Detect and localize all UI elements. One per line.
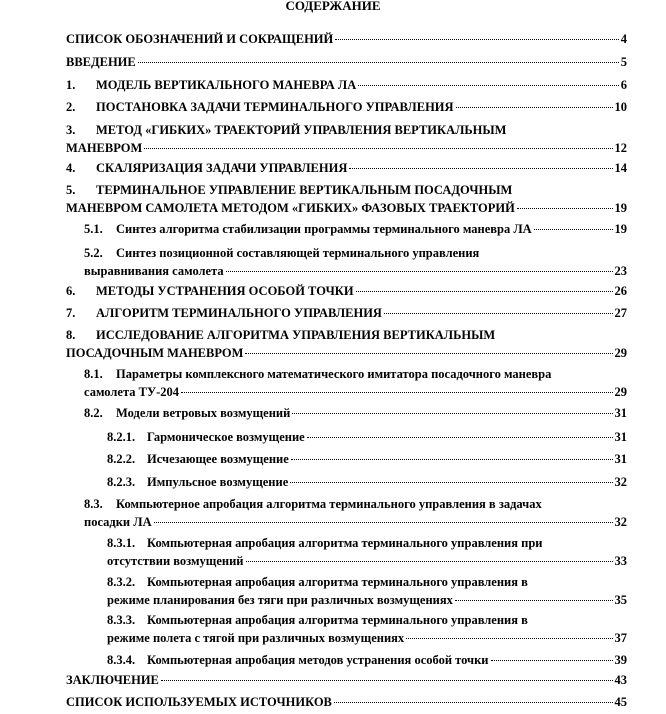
toc-number: 5.2. <box>84 246 103 260</box>
toc-entry-text: АЛГОРИТМ ТЕРМИНАЛЬНОГО УПРАВЛЕНИЯ <box>96 306 382 320</box>
toc-page-number: 31 <box>614 452 627 466</box>
toc-entry-text: МЕТОДЫ УСТРАНЕНИЯ ОСОБОЙ ТОЧКИ <box>96 284 354 298</box>
toc-entry-text-line2: режиме планирования без тяги при различных возмущениях <box>107 592 453 607</box>
dot-leader <box>307 437 613 438</box>
dot-leader <box>292 413 612 414</box>
toc-page-number: 12 <box>614 140 627 155</box>
toc-number: 5.1. <box>84 222 103 236</box>
toc-entry-section-8-3-1[interactable] <box>107 535 627 570</box>
toc-page-number: 5 <box>620 55 627 69</box>
dot-leader <box>154 522 613 523</box>
toc-number: 2. <box>66 100 76 114</box>
toc-number: 8.1. <box>84 367 103 381</box>
toc-entry-introduction[interactable] <box>66 54 627 72</box>
toc-entry-text-line1: Параметры комплексного математического имитатора посадочного маневра <box>116 367 552 381</box>
toc-entry-section-8[interactable] <box>66 327 627 362</box>
dot-leader <box>181 392 612 393</box>
toc-entry-section-4[interactable] <box>66 160 627 178</box>
toc-number: 8.3.4. <box>107 653 136 667</box>
toc-entry-section-8-3-3[interactable] <box>107 612 627 647</box>
toc-number: 8.3.2. <box>107 575 136 589</box>
dot-leader <box>517 208 613 209</box>
toc-entry-text-line1: ИССЛЕДОВАНИЕ АЛГОРИТМА УПРАВЛЕНИЯ ВЕРТИКАЛЬНЫМ <box>96 328 496 342</box>
toc-entry-text-line1: Компьютерная апробация алгоритма терминального управления в <box>147 575 528 589</box>
toc-page-number: 23 <box>614 263 627 278</box>
dot-leader <box>291 459 613 460</box>
dot-leader <box>138 62 619 63</box>
toc-page-number: 10 <box>614 100 627 114</box>
dot-leader <box>384 313 613 314</box>
toc-number: 5. <box>66 183 76 197</box>
dot-leader <box>290 482 612 483</box>
toc-number: 7. <box>66 306 76 320</box>
toc-page-number: 4 <box>620 32 627 46</box>
dot-leader <box>246 561 613 562</box>
toc-entry-text: ПОСТАНОВКА ЗАДАЧИ ТЕРМИНАЛЬНОГО УПРАВЛЕНИЯ <box>96 100 454 114</box>
toc-page-number: 19 <box>614 200 627 215</box>
toc-number: 3. <box>66 123 76 137</box>
toc-entry-text: ВВЕДЕНИЕ <box>66 55 136 69</box>
toc-page-number: 29 <box>614 384 627 399</box>
toc-page-number: 39 <box>614 653 627 667</box>
toc-entry-text-line2: МАНЕВРОМ САМОЛЕТА МЕТОДОМ «ГИБКИХ» ФАЗОВЫХ ТРАЕКТОРИЙ <box>66 200 515 215</box>
toc-entry-text-line2: ПОСАДОЧНЫМ МАНЕВРОМ <box>66 345 244 360</box>
toc-title: СОДЕРЖАНИЕ <box>285 0 381 13</box>
toc-page-number: 45 <box>614 695 627 709</box>
dot-leader <box>356 291 613 292</box>
toc-page-number: 27 <box>614 306 627 320</box>
toc-entry-text: Импульсное возмущение <box>147 475 289 489</box>
toc-entry-section-3[interactable] <box>66 122 627 157</box>
toc-entry-text: Модели ветровых возмущений <box>116 406 291 420</box>
toc-number: 8.2.1. <box>107 430 136 444</box>
toc-entry-text-line2: самолета ТУ-204 <box>84 384 180 399</box>
toc-page-number: 37 <box>614 630 627 645</box>
dot-leader <box>455 600 613 601</box>
toc-page-number: 19 <box>614 222 627 236</box>
toc-entry-text: МОДЕЛЬ ВЕРТИКАЛЬНОГО МАНЕВРА ЛА <box>96 78 357 92</box>
toc-entry-section-8-2-2[interactable] <box>107 451 627 469</box>
toc-entry-sources[interactable] <box>66 694 627 712</box>
dot-leader <box>358 85 618 86</box>
toc-entry-text-line2: МАНЕВРОМ <box>66 140 143 155</box>
toc-number: 8.3.1. <box>107 536 136 550</box>
toc-entry-section-8-3-4[interactable] <box>107 652 627 670</box>
toc-number: 8.2. <box>84 406 103 420</box>
toc-page-number: 26 <box>614 284 627 298</box>
toc-entry-section-8-3-2[interactable] <box>107 574 627 609</box>
toc-page-number: 35 <box>614 592 627 607</box>
dot-leader <box>349 168 612 169</box>
toc-page-number: 14 <box>614 161 627 175</box>
toc-number: 6. <box>66 284 76 298</box>
toc-entry-text-line1: Компьютерная апробация алгоритма терминального управления в <box>147 613 528 627</box>
dot-leader <box>335 39 619 40</box>
toc-number: 8.3.3. <box>107 613 136 627</box>
toc-entry-section-8-2-1[interactable] <box>107 429 627 447</box>
toc-entry-section-7[interactable] <box>66 305 627 323</box>
toc-entry-text: Гармоническое возмущение <box>147 430 305 444</box>
toc-entry-section-1[interactable] <box>66 77 627 95</box>
toc-entry-text: СПИСОК ОБОЗНАЧЕНИЙ И СОКРАЩЕНИЙ <box>66 32 334 46</box>
toc-entry-section-2[interactable] <box>66 99 627 117</box>
toc-entry-text: Синтез алгоритма стабилизации программы терминального маневра ЛА <box>116 222 532 236</box>
toc-entry-text: Компьютерная апробация методов устранения особой точки <box>147 653 489 667</box>
toc-entry-section-5-2[interactable] <box>84 245 627 280</box>
dot-leader <box>161 680 613 681</box>
toc-entry-abbreviations[interactable] <box>66 31 627 49</box>
toc-page-number: 33 <box>614 553 627 568</box>
dot-leader <box>144 148 612 149</box>
toc-entry-section-8-3[interactable] <box>84 496 627 531</box>
dot-leader <box>406 638 612 639</box>
toc-entry-section-8-2-3[interactable] <box>107 474 627 492</box>
toc-number: 8.2.3. <box>107 475 136 489</box>
dot-leader <box>245 353 612 354</box>
toc-entry-text: СПИСОК ИСПОЛЬЗУЕМЫХ ИСТОЧНИКОВ <box>66 695 332 709</box>
toc-page-number: 29 <box>614 345 627 360</box>
toc-entry-conclusion[interactable] <box>66 672 627 690</box>
toc-page-number: 32 <box>614 475 627 489</box>
toc-entry-text-line1: Компьютерное апробация алгоритма терминального управления в задачах <box>116 497 542 511</box>
toc-page-number: 31 <box>614 406 627 420</box>
toc-entry-section-5-1[interactable] <box>84 221 627 239</box>
toc-entry-text: Исчезающее возмущение <box>147 452 289 466</box>
toc-page-number: 6 <box>620 78 627 92</box>
toc-page-number: 43 <box>614 673 627 687</box>
toc-entry-section-8-1[interactable] <box>84 366 627 401</box>
toc-entry-text-line1: Компьютерная апробация алгоритма терминального управления при <box>147 536 543 550</box>
dot-leader <box>226 271 613 272</box>
toc-entry-text-line2: режиме полета с тягой при различных возмущениях <box>107 630 405 645</box>
toc-entry-section-6[interactable] <box>66 283 627 301</box>
toc-entry-text-line1: ТЕРМИНАЛЬНОЕ УПРАВЛЕНИЕ ВЕРТИКАЛЬНЫМ ПОСАДОЧНЫМ <box>96 183 513 197</box>
toc-entry-text-line2: отсутствии возмущений <box>107 553 244 568</box>
toc-entry-text: СКАЛЯРИЗАЦИЯ ЗАДАЧИ УПРАВЛЕНИЯ <box>96 161 348 175</box>
dot-leader <box>334 702 613 703</box>
dot-leader <box>491 660 613 661</box>
toc-number: 1. <box>66 78 76 92</box>
toc-page-number: 31 <box>614 430 627 444</box>
toc-number: 4. <box>66 161 76 175</box>
dot-leader <box>456 107 613 108</box>
toc-entry-section-8-2[interactable] <box>84 405 627 423</box>
toc-number: 8.2.2. <box>107 452 136 466</box>
toc-entry-text-line1: Синтез позиционной составляющей терминального управления <box>116 246 480 260</box>
toc-page-number: 32 <box>614 514 627 529</box>
dot-leader <box>534 229 613 230</box>
toc-entry-text: ЗАКЛЮЧЕНИЕ <box>66 673 159 687</box>
toc-entry-text-line2: выравнивания самолета <box>84 263 224 278</box>
toc-number: 8. <box>66 328 76 342</box>
toc-entry-text-line1: МЕТОД «ГИБКИХ» ТРАЕКТОРИЙ УПРАВЛЕНИЯ ВЕРТИКАЛЬНЫМ <box>96 123 507 137</box>
toc-entry-section-5[interactable] <box>66 182 627 217</box>
toc-entry-text-line2: посадки ЛА <box>84 514 152 529</box>
toc-number: 8.3. <box>84 497 103 511</box>
